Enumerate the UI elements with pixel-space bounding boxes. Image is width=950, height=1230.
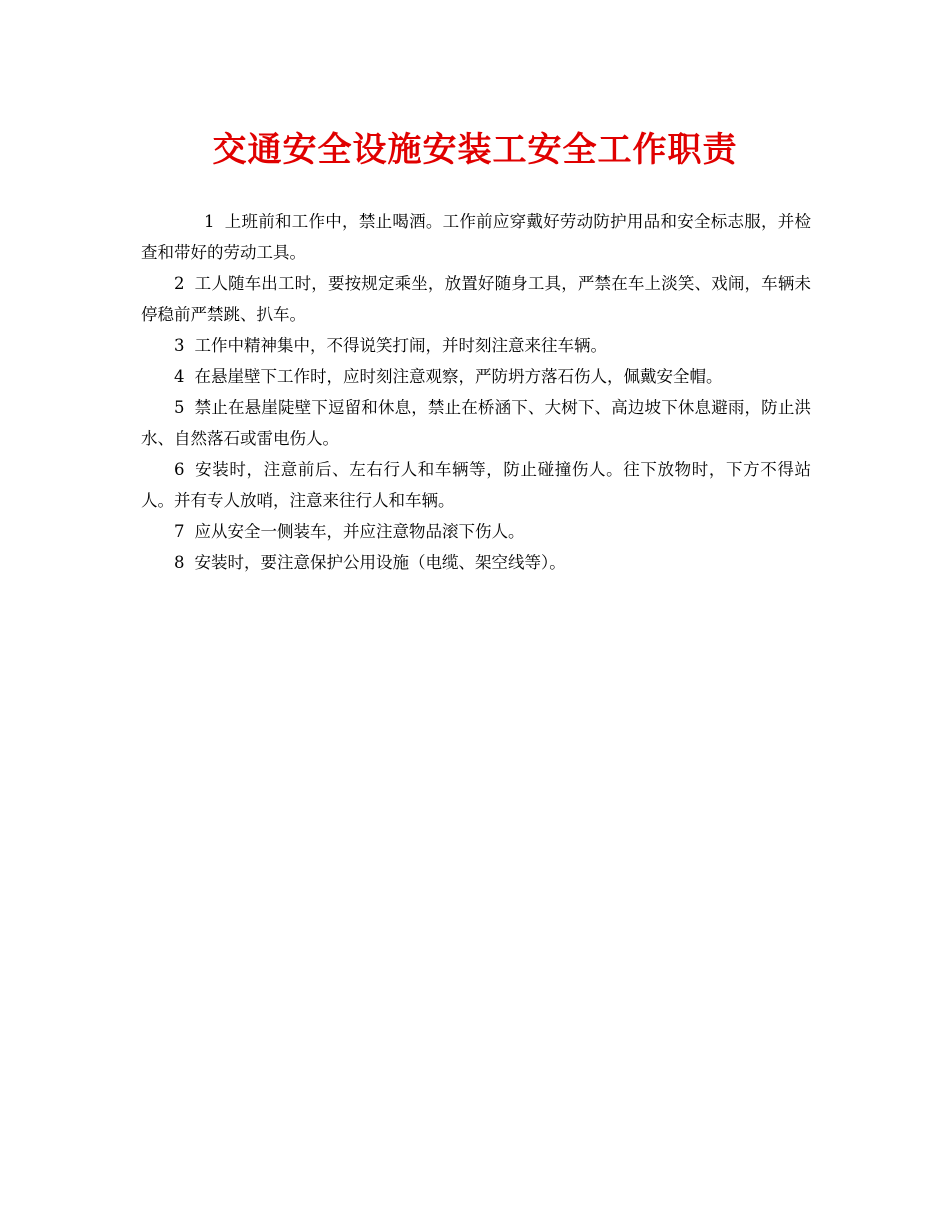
item-number: 7 bbox=[174, 522, 185, 541]
list-item bbox=[141, 330, 811, 361]
list-item bbox=[141, 516, 811, 547]
item-text: 安装时，注意前后、左右行人和车辆等，防止碰撞伤人。往下放物时，下方不得站人。并有专人放哨，注意来往行人和车辆。 bbox=[141, 460, 811, 510]
item-number: 8 bbox=[174, 553, 185, 572]
item-number: 1 bbox=[204, 212, 215, 231]
list-item bbox=[141, 361, 811, 392]
item-text: 上班前和工作中，禁止喝酒。工作前应穿戴好劳动防护用品和安全标志服，并检查和带好的劳动工具。 bbox=[141, 212, 811, 262]
list-item bbox=[141, 392, 811, 454]
list-item bbox=[141, 547, 811, 578]
list-item bbox=[141, 454, 811, 516]
item-text: 应从安全一侧装车，并应注意物品滚下伤人。 bbox=[194, 522, 525, 541]
item-number: 3 bbox=[174, 336, 185, 355]
item-number: 5 bbox=[174, 398, 185, 417]
item-text: 安装时，要注意保护公用设施（电缆、架空线等）。 bbox=[194, 553, 566, 572]
item-number: 2 bbox=[174, 274, 185, 293]
list-item bbox=[141, 206, 811, 268]
item-text: 在悬崖壁下工作时，应时刻注意观察，严防坍方落石伤人，佩戴安全帽。 bbox=[194, 367, 723, 386]
item-number: 6 bbox=[174, 460, 185, 479]
item-text: 工作中精神集中，不得说笑打闹，并时刻注意来往车辆。 bbox=[194, 336, 607, 355]
item-text: 工人随车出工时，要按规定乘坐，放置好随身工具，严禁在车上淡笑、戏闹，车辆未停稳前严禁跳、扒车。 bbox=[141, 274, 811, 324]
item-text: 禁止在悬崖陡壁下逗留和休息，禁止在桥涵下、大树下、高边坡下休息避雨，防止洪水、自然落石或雷电伤人。 bbox=[141, 398, 811, 448]
document-title: 交通安全设施安装工安全工作职责 bbox=[212, 130, 738, 170]
document-body bbox=[141, 206, 811, 578]
item-number: 4 bbox=[174, 367, 185, 386]
list-item bbox=[141, 268, 811, 330]
